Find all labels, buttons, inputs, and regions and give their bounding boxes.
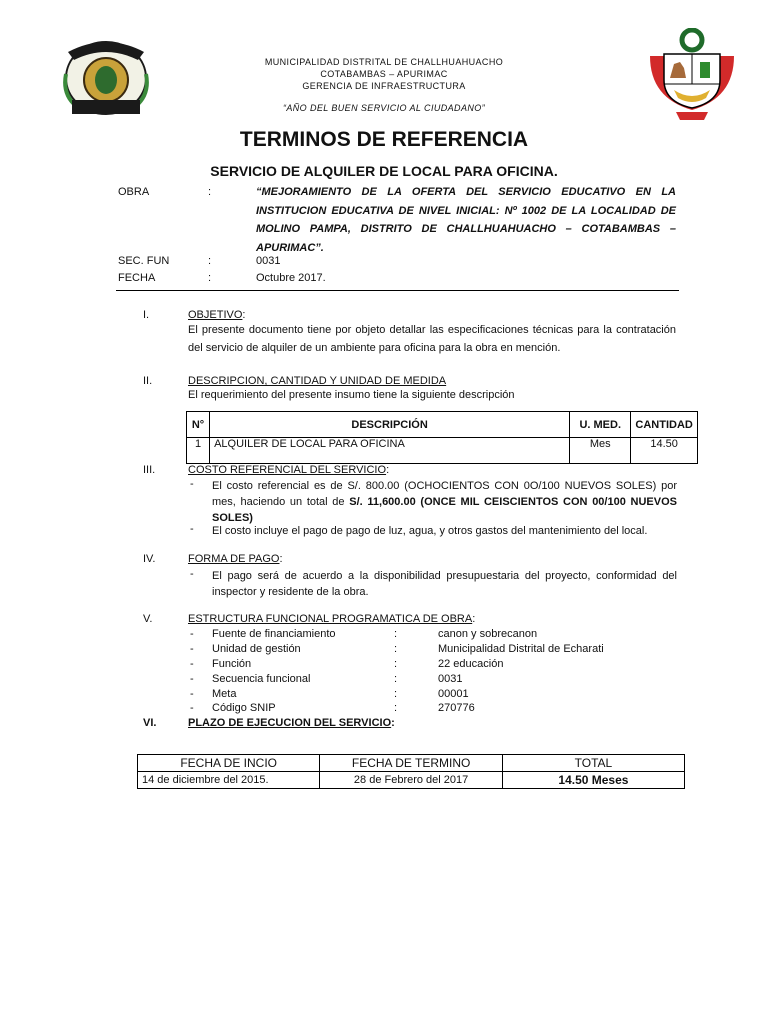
fecha-label: FECHA <box>118 272 156 284</box>
ef-value-goal: 00001 <box>438 688 469 700</box>
header-municipality: MUNICIPALIDAD DISTRITAL DE CHALLHUAHUACHO <box>264 57 504 67</box>
ef-dash: - <box>190 702 194 714</box>
ef-value-financing: canon y sobrecanon <box>438 628 538 640</box>
section-3-bullet-1-text: El costo referencial es de S/. 800.00 (OCHOCIENTOS CON 0O/100 NUEVOS SOLES) por mes, haciendo un total de <box>212 480 677 508</box>
table-row <box>187 438 698 464</box>
ef-colon: : <box>394 643 398 655</box>
ef-label-snip-code: Código SNIP <box>212 702 276 714</box>
header-department: GERENCIA DE INFRAESTRUCTURA <box>302 81 466 91</box>
row-quantity: 14.50 <box>631 438 698 464</box>
peru-coat-of-arms <box>646 28 738 122</box>
section-6-colon: : <box>391 717 395 729</box>
document-subtitle: SERVICIO DE ALQUILER DE LOCAL PARA OFICINA. <box>210 163 558 179</box>
col-header-description: DESCRIPCIÓN <box>210 412 570 438</box>
col-header-unit: U. MED. <box>570 412 631 438</box>
ef-dash: - <box>190 688 194 700</box>
ef-label-goal: Meta <box>212 688 237 700</box>
section-3-colon: : <box>386 464 390 476</box>
section-3-bullet-1-dash: - <box>190 478 194 490</box>
ef-dash: - <box>190 658 194 670</box>
section-4-bullet-1: El pago será de acuerdo a la disponibilidad presupuestaria del proyecto, conformidad del inspector y residente de la obra. <box>212 570 677 598</box>
col-header-start-date: FECHA DE INCIO <box>138 755 320 772</box>
col-header-end-date: FECHA DE TERMINO <box>320 755 503 772</box>
header-province: COTABAMBAS – APURIMAC <box>320 69 448 79</box>
section-3-bullet-1-total: S/. 11,600.00 (ONCE MIL CEISCIENTOS CON 00/100 NUEVOS SOLES) <box>212 496 677 524</box>
section-3-bullet-2: El costo incluye el pago de pago de luz, agua, y otros gastos del mantenimiento del local. <box>212 525 648 537</box>
ef-label-management-unit: Unidad de gestión <box>212 643 301 655</box>
secfun-value: 0031 <box>256 255 281 267</box>
section-5-heading <box>188 613 475 625</box>
section-5-number: V. <box>143 613 153 625</box>
section-1-title: OBJETIVO <box>188 309 243 321</box>
ef-label-financing: Fuente de financiamiento <box>212 628 336 640</box>
ef-label-functional-sequence: Secuencia funcional <box>212 673 311 685</box>
ef-dash: - <box>190 628 194 640</box>
ef-dash: - <box>190 643 194 655</box>
section-4-colon: : <box>279 553 283 565</box>
end-date: 28 de Febrero del 2017 <box>320 772 503 789</box>
row-description: ALQUILER DE LOCAL PARA OFICINA <box>210 438 570 464</box>
section-2-body: El requerimiento del presente insumo tiene la siguiente descripción <box>188 389 515 401</box>
ef-colon: : <box>394 688 398 700</box>
section-5-title: ESTRUCTURA FUNCIONAL PROGRAMATICA DE OBRA <box>188 613 473 625</box>
section-6-title: PLAZO DE EJECUCION DEL SERVICIO <box>188 717 392 729</box>
header-motto: “AÑO DEL BUEN SERVICIO AL CIUDADANO” <box>282 103 486 113</box>
obras-logo <box>60 34 152 120</box>
section-6-number: VI. <box>143 717 157 729</box>
obra-value: “MEJORAMIENTO DE LA OFERTA DEL SERVICIO EDUCATIVO EN LA INSTITUCION EDUCATIVA DE NIVEL INICIAL: Nº 1002 DE LA LOCALIDAD DE MOLINO PAMPA, DISTRITO DE CHALLHUAHUACHO – COTABAMBAS – APURIMAC”. <box>256 186 676 254</box>
plazo-table <box>137 754 685 789</box>
obra-colon: : <box>208 186 212 198</box>
ef-colon: : <box>394 702 398 714</box>
section-1-body: El presente documento tiene por objeto detallar las especificaciones técnicas para la contratación del servicio de alquiler de un ambiente para oficina para la obra en mención. <box>188 324 676 354</box>
section-3-bullet-1 <box>212 478 677 526</box>
section-3-title: COSTO REFERENCIAL DEL SERVICIO <box>188 464 387 476</box>
section-1-heading <box>188 309 245 321</box>
section-3-number: III. <box>143 464 156 476</box>
row-number: 1 <box>187 438 210 464</box>
ef-label-function: Función <box>212 658 252 670</box>
description-table <box>186 411 698 464</box>
col-header-number: N° <box>187 412 210 438</box>
ef-colon: : <box>394 658 398 670</box>
header-divider <box>116 290 679 291</box>
section-1-colon: : <box>242 309 246 321</box>
section-6-heading <box>188 717 395 729</box>
ef-value-functional-sequence: 0031 <box>438 673 463 685</box>
ef-dash: - <box>190 673 194 685</box>
ef-value-management-unit: Municipalidad Distrital de Echarati <box>438 643 604 655</box>
col-header-total: TOTAL <box>502 755 684 772</box>
obra-label: OBRA <box>118 186 150 198</box>
ef-colon: : <box>394 673 398 685</box>
section-4-title: FORMA DE PAGO <box>188 553 280 565</box>
total-duration: 14.50 Meses <box>502 772 684 789</box>
secfun-label: SEC. FUN <box>118 255 170 267</box>
section-4-bullet-1-dash: - <box>190 568 194 580</box>
ef-value-function: 22 educación <box>438 658 504 670</box>
section-4-heading <box>188 553 283 565</box>
section-2-number: II. <box>143 375 153 387</box>
section-1-number: I. <box>143 309 150 321</box>
section-3-bullet-2-dash: - <box>190 523 194 535</box>
fecha-value: Octubre 2017. <box>256 272 326 284</box>
start-date: 14 de diciembre del 2015. <box>138 772 320 789</box>
table-row <box>138 772 685 789</box>
col-header-quantity: CANTIDAD <box>631 412 698 438</box>
section-3-heading <box>188 464 389 476</box>
row-unit: Mes <box>570 438 631 464</box>
section-4-number: IV. <box>143 553 156 565</box>
fecha-colon: : <box>208 272 212 284</box>
ef-value-snip-code: 270776 <box>438 702 475 714</box>
ef-colon: : <box>394 628 398 640</box>
document-title: TERMINOS DE REFERENCIA <box>239 128 529 151</box>
section-5-colon: : <box>472 613 476 625</box>
secfun-colon: : <box>208 255 212 267</box>
section-2-title: DESCRIPCION, CANTIDAD Y UNIDAD DE MEDIDA <box>188 375 447 387</box>
